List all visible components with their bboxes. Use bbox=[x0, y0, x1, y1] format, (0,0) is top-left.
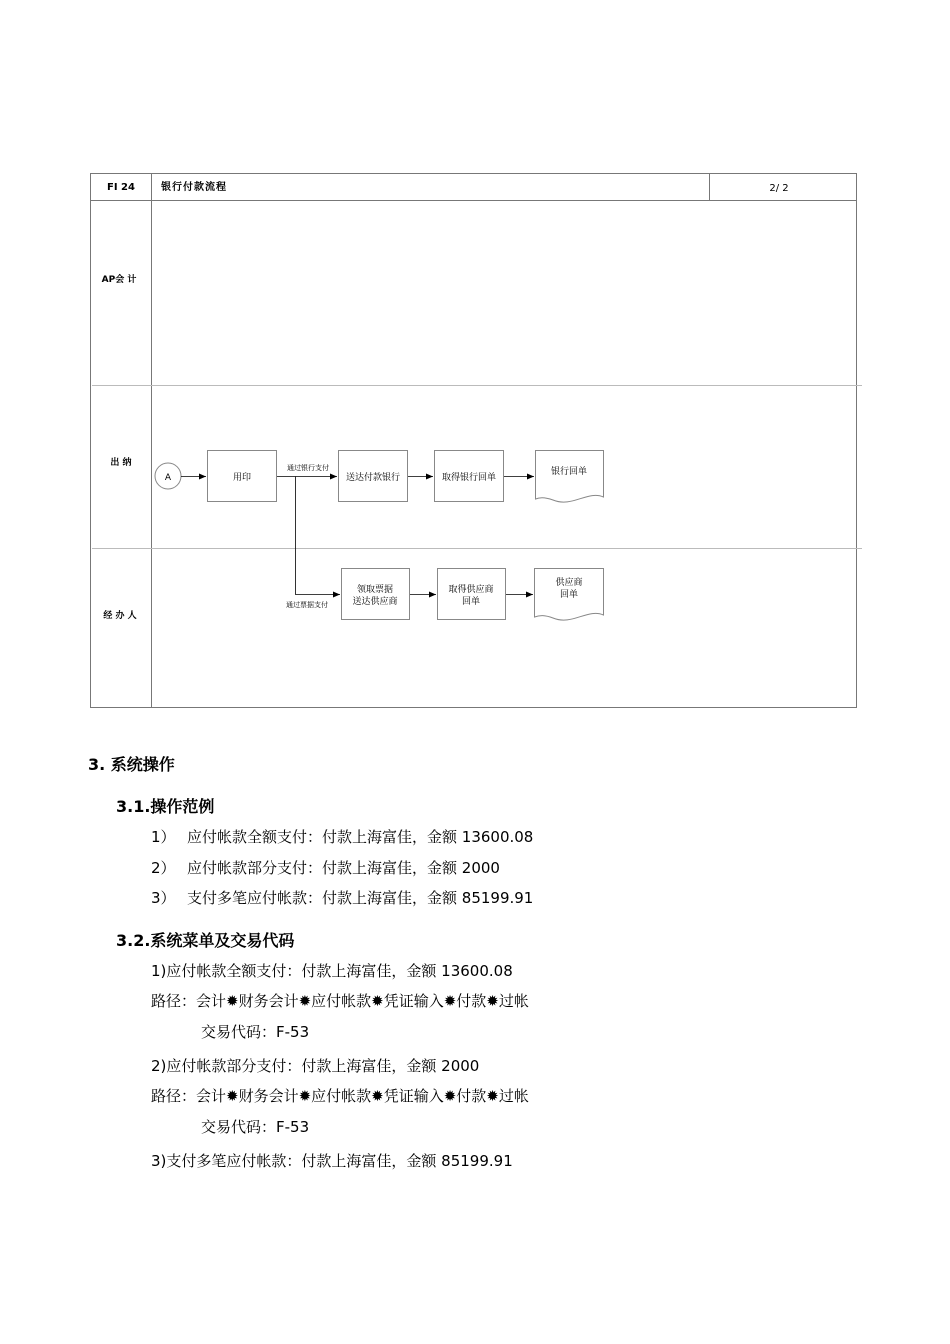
edge-stamp-to-notes bbox=[296, 477, 341, 595]
edge-label-bank-payment: 通过银行支付 bbox=[287, 464, 329, 472]
menu-path: 路径：会计✹财务会计✹应付帐款✹凭证输入✹付款✹过帐 bbox=[151, 992, 529, 1010]
node-get-supplier-receipt-label-1: 取得供应商 bbox=[448, 585, 494, 595]
subsection-heading-1: 3.1.操作范例 bbox=[116, 797, 215, 816]
list-item-number: 1） bbox=[151, 828, 176, 846]
list-item: 支付多笔应付帐款：付款上海富佳，金额 85199.91 bbox=[187, 889, 534, 907]
list-item-number: 2） bbox=[151, 859, 176, 877]
block-title: 3)支付多笔应付帐款：付款上海富佳，金额 85199.91 bbox=[151, 1152, 513, 1170]
section-heading: 3. 系统操作 bbox=[88, 755, 175, 774]
block-title: 2)应付帐款部分支付：付款上海富佳，金额 2000 bbox=[151, 1057, 480, 1075]
list-item: 应付帐款全额支付：付款上海富佳，金额 13600.08 bbox=[187, 828, 534, 846]
lane-label-cashier: 出 纳 bbox=[110, 458, 132, 468]
lane-label-ap: AP会 计 bbox=[101, 275, 137, 285]
lane-label-handler: 经 办 人 bbox=[103, 611, 137, 621]
flow-page-number: 2/ 2 bbox=[769, 183, 789, 194]
node-supplier-receipt-doc-label-2: 回单 bbox=[559, 590, 579, 600]
list-item: 应付帐款部分支付：付款上海富佳，金额 2000 bbox=[187, 859, 500, 877]
transaction-code: 交易代码：F-53 bbox=[201, 1118, 310, 1136]
node-send-bank-label: 送达付款银行 bbox=[345, 473, 401, 483]
flow-title: 银行付款流程 bbox=[161, 182, 227, 193]
node-get-bank-receipt-label: 取得银行回单 bbox=[441, 473, 497, 483]
subsection-heading-2: 3.2.系统菜单及交易代码 bbox=[116, 931, 295, 950]
list-item-number: 3） bbox=[151, 889, 176, 907]
transaction-code: 交易代码：F-53 bbox=[201, 1023, 310, 1041]
node-collect-notes-label-1: 领取票据 bbox=[356, 585, 394, 595]
menu-path: 路径：会计✹财务会计✹应付帐款✹凭证输入✹付款✹过帐 bbox=[151, 1087, 529, 1105]
node-collect-notes-label-2: 送达供应商 bbox=[352, 597, 398, 607]
node-supplier-receipt-doc-label-1: 供应商 bbox=[555, 578, 583, 588]
edge-label-note-payment: 通过票据支付 bbox=[286, 601, 328, 609]
node-get-supplier-receipt-label-2: 回单 bbox=[461, 597, 481, 607]
block-title: 1)应付帐款全额支付：付款上海富佳，金额 13600.08 bbox=[151, 962, 513, 980]
node-bank-receipt-doc-label: 银行回单 bbox=[550, 467, 588, 477]
flowchart-frame bbox=[91, 174, 857, 708]
flow-code: FI 24 bbox=[107, 182, 135, 193]
node-stamp-label: 用印 bbox=[232, 473, 252, 483]
connector-a-label: A bbox=[164, 473, 172, 483]
